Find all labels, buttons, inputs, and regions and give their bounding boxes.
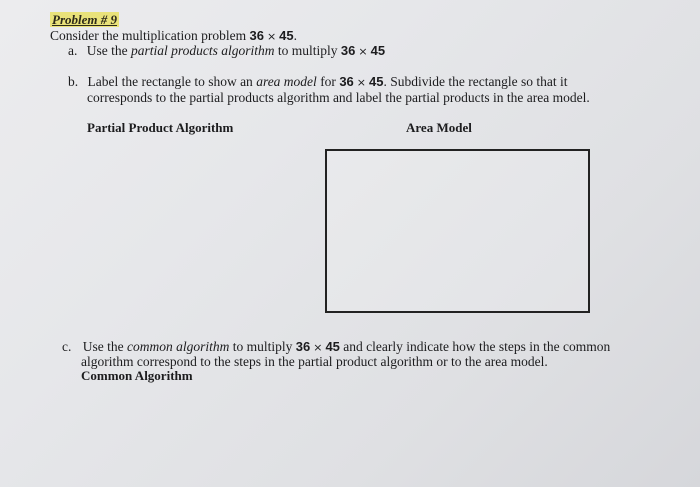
part-a — [68, 43, 385, 60]
intro-factor-a: 36 — [249, 28, 264, 43]
part-c-italic: common algorithm — [127, 339, 230, 354]
part-b-italic: area model — [256, 74, 317, 89]
part-b-text-before: Label the rectangle to show an — [87, 74, 253, 89]
part-c-text-after: and clearly indicate how the steps in the common — [343, 339, 611, 354]
problem-heading: Problem # 9 — [52, 12, 117, 27]
area-model-heading: Area Model — [406, 120, 472, 135]
part-c-text-mid: to multiply — [232, 339, 293, 354]
part-b-factor-b: 45 — [369, 74, 384, 89]
part-b-times-sign: × — [356, 76, 366, 89]
part-c-text-before: Use the — [82, 339, 124, 354]
part-b-letter: b. — [68, 74, 79, 89]
intro-suffix: . — [293, 28, 297, 43]
part-a-text-before: Use the — [86, 43, 128, 58]
intro-times-sign: × — [266, 30, 277, 43]
part-a-factor-a: 36 — [340, 43, 356, 58]
part-c-times-sign: × — [313, 341, 323, 354]
part-b-for: for — [320, 74, 336, 89]
part-b-factor-a: 36 — [339, 74, 354, 89]
part-c-factor-a: 36 — [295, 339, 311, 354]
part-a-text-after: to multiply — [277, 43, 338, 58]
intro-prefix: Consider the multiplication problem — [50, 28, 247, 43]
part-c-line-2: algorithm correspond to the steps in the partial product algorithm or to the area model. — [81, 354, 548, 369]
part-a-factor-b: 45 — [370, 43, 386, 58]
part-b-line-2: corresponds to the partial products algorithm and label the partial products in the area model. — [87, 90, 590, 105]
part-a-times-sign: × — [358, 45, 368, 58]
part-c-letter: c. — [62, 339, 72, 354]
part-c-factor-b: 45 — [325, 339, 340, 354]
intro-factor-b: 45 — [279, 28, 294, 43]
part-b-line-1 — [68, 74, 568, 91]
part-a-letter: a. — [68, 43, 78, 58]
part-a-italic: partial products algorithm — [131, 43, 275, 58]
part-b-text-after: . Subdivide the rectangle so that it — [383, 74, 568, 89]
area-model-rectangle[interactable] — [325, 149, 590, 313]
common-algorithm-heading: Common Algorithm — [81, 368, 193, 383]
partial-product-heading: Partial Product Algorithm — [87, 120, 234, 135]
